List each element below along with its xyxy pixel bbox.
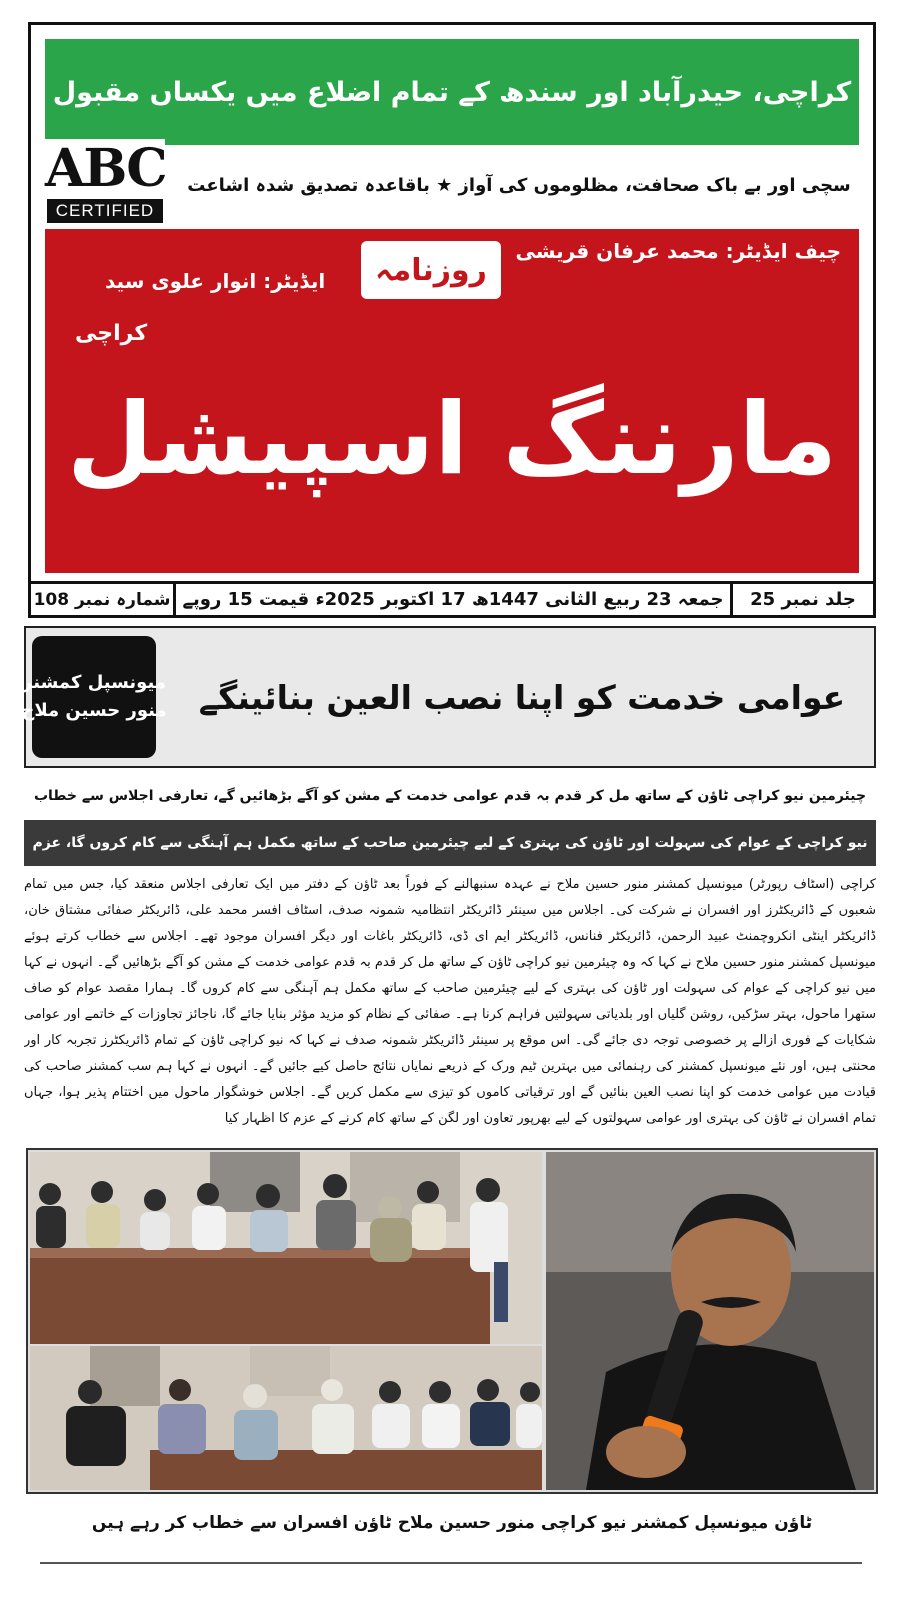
circulation-banner-text: کراچی، حیدرآباد اور سندھ کے تمام اضلاع میں یکساں مقبول xyxy=(52,76,852,108)
official-name: منور حسین ملاح xyxy=(21,700,167,721)
official-title: میونسپل کمشنر xyxy=(22,672,166,693)
newspaper-title: مارننگ اسپیشل xyxy=(66,381,838,497)
abc-logo-text: ABC xyxy=(45,138,166,199)
volume-number: جلد نمبر 25 xyxy=(750,589,856,610)
editor-credit: ایڈیٹر: انوار علوی سید xyxy=(105,269,326,293)
commissioner-speaking-photo xyxy=(546,1152,874,1490)
meeting-photo-officers-illustration xyxy=(30,1152,542,1344)
circulation-banner xyxy=(45,39,859,145)
official-name-badge xyxy=(21,636,167,758)
abc-certified-label: CERTIFIED xyxy=(47,199,163,223)
roznama-label: روزنامہ xyxy=(361,241,501,299)
headline-box xyxy=(21,626,876,768)
issue-date-price: جمعہ 23 ربیع الثانی 1447ھ 17 اکتوبر 2025ء قیمت 15 روپے xyxy=(182,589,724,610)
nameplate-panel xyxy=(45,229,859,573)
issue-number: شمارہ نمبر 108 xyxy=(33,590,171,610)
bottom-divider xyxy=(40,1562,862,1564)
newspaper-tagline: سچی اور بے باک صحافت، مظلوموں کی آواز ★ باقاعدہ تصدیق شدہ اشاعت xyxy=(187,174,851,196)
article-body: کراچی (اسٹاف رپورٹر) میونسپل کمشنر منور حسین ملاح نے عہدہ سنبھالنے کے فوراً بعد ٹاؤن کے دفتر میں ایک تعارفی اجلاس منعقد کیا، جس میں تمام شعبوں کے ڈائریکٹرز اور افسران نے شرکت کی۔ اجلاس میں سینئر ڈائریکٹر انتظامیہ شمونہ صدف، اسٹاف افسر محمد علی، ڈائریکٹر صفائی مشتاق خان، ڈائریکٹر اینٹی انکروچمنٹ عبید الرحمن، ڈائریکٹر فنانس، ڈائریکٹر ایم ای ڈی، ڈائریکٹر باغات اور دیگر افسران موجود تھے۔ اجلاس سے خطاب کرتے ہوئے میونسپل کمشنر منور حسین ملاح نے کہا کہ وہ چیئرمین نیو کراچی ٹاؤن کے ساتھ مل کر قدم بہ قدم عوامی خدمت کے مشن کو آگے بڑھائیں گے۔ انہوں نے کہا میں نیو کراچی کے عوام کی سہولت اور ٹاؤن کی بہتری کے لیے چیئرمین صاحب کے ساتھ مکمل ہم آہنگی سے کام کروں گا۔ ہمارا مقصد عوام کو صاف ستھرا ماحول، بہتر سڑکیں، روشن گلیاں اور بلدیاتی سہولتیں فراہم کرنا ہے۔ صفائی کے نظام کو مزید مؤثر بنایا جائے گا، ناجائز تجاوزات کے خاتمے اور عوامی شکایات کے فوری ازالے پر خصوصی توجہ دی جائے گی۔ اس موقع پر سینئر ڈائریکٹر شمونہ صدف نے کہا کہ نیو کراچی ٹاؤن کے تمام ڈائریکٹرز تجربہ کار اور محنتی ہیں، اور نئے میونسپل کمشنر کی رہنمائی میں بہترین ٹیم ورک کے ذریعے نمایاں نتائج حاصل کیے جائیں گے۔ انہوں نے کہا ہم سب کمشنر صاحب کی قیادت میں عوامی خدمت کو اپنا نصب العین بنائیں گے اور ترقیاتی کاموں کو تیزی سے مکمل کریں گے۔ اجلاس خوشگوار ماحول میں اختتام پذیر ہوا، جہاں تمام افسران نے ٹاؤن کی بہتری اور عوامی سہولتوں کے لیے بھرپور تعاون اور لگن کے ساتھ کام کرنے کے عزم کا اظہار کیا xyxy=(24,877,876,1126)
abc-certified-logo xyxy=(45,139,165,227)
photo-collage xyxy=(26,1148,878,1494)
masthead xyxy=(28,22,876,618)
meeting-photo-officers xyxy=(30,1152,542,1344)
photo-caption: ٹاؤن میونسپل کمشنر نیو کراچی منور حسین ملاح ٹاؤن افسران سے خطاب کر رہے ہیں xyxy=(91,1512,813,1533)
main-headline: عوامی خدمت کو اپنا نصب العین بنائینگے xyxy=(198,677,846,717)
subheadline-primary: چیئرمین نیو کراچی ٹاؤن کے ساتھ مل کر قدم بہ قدم عوامی خدمت کے مشن کو آگے بڑھائیں گے، تعارفی اجلاس سے خطاب xyxy=(33,788,867,804)
issue-info-bar xyxy=(31,581,873,615)
commissioner-portrait-illustration xyxy=(546,1152,874,1490)
subheadline-secondary: نیو کراچی کے عوام کی سہولت اور ٹاؤن کی بہتری کے لیے چیئرمین صاحب کے ساتھ مکمل ہم آہنگی سے کام کروں گا، عزم xyxy=(24,820,876,866)
meeting-photo-staff xyxy=(30,1346,542,1490)
city-label: کراچی xyxy=(75,321,148,346)
meeting-photo-staff-illustration xyxy=(30,1346,542,1490)
chief-editor-credit: چیف ایڈیٹر: محمد عرفان قریشی xyxy=(515,239,841,263)
